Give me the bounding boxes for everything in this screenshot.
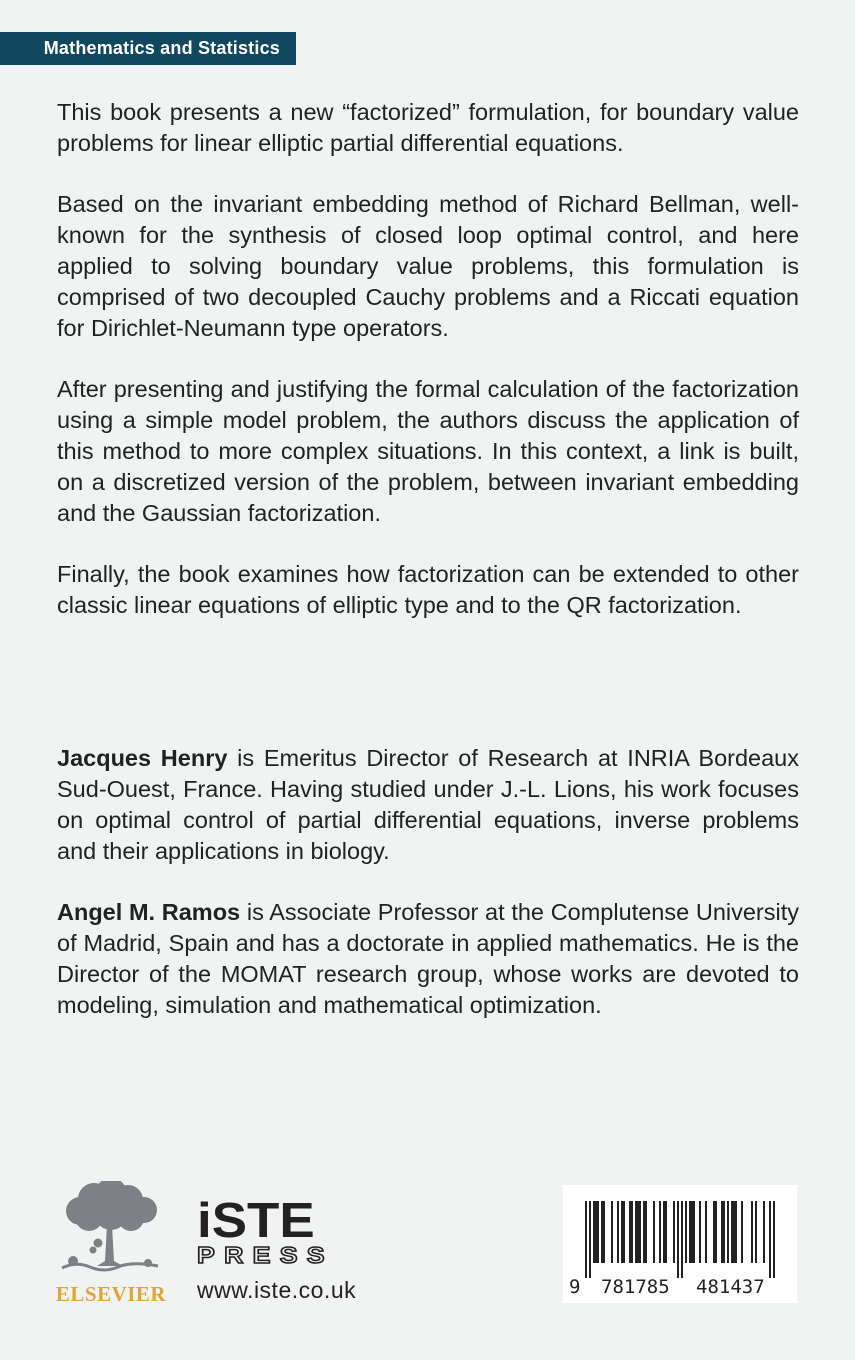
description-paragraph: Based on the invariant embedding method of Richard Bellman, well-known for the synthesis of closed loop optimal control, and here applied to solving boundary value problems, this formulation is comprised of two decoupled Cauchy problems and a Riccati equation for Dirichlet-Neumann type operators. <box>57 191 799 341</box>
author-bios <box>57 743 799 1021</box>
description-paragraph: Finally, the book examines how factorization can be extended to other classic linear equations of elliptic type and to the QR factorization. <box>57 561 799 618</box>
author-bio <box>57 743 799 867</box>
elsevier-logo <box>53 1181 169 1307</box>
author-name: Angel M. Ramos <box>57 899 241 925</box>
iste-press-logo <box>197 1194 377 1304</box>
iste-wordmark: iSTE <box>197 1194 315 1248</box>
barcode-bars <box>585 1201 775 1278</box>
elsevier-wordmark: ELSEVIER <box>55 1282 167 1306</box>
author-bio-text: is Associate Professor at the Complutense University of Madrid, Spain and has a doctorate in applied mathematics. He is the Director of the MOMAT research group, whose works are devoted to modeling, simulation and mathematical optimization. <box>57 899 800 1018</box>
barcode-digit-group: 481437 <box>696 1276 765 1298</box>
back-cover-text <box>57 97 799 1051</box>
description-paragraph: This book presents a new “factorized” formulation, for boundary value problems for linear elliptic partial differential equations. <box>57 99 799 156</box>
category-label: Mathematics and Statistics <box>43 38 280 58</box>
author-bio <box>57 897 799 1021</box>
barcode <box>563 1185 797 1303</box>
barcode-digit-group: 781785 <box>601 1276 670 1298</box>
category-band <box>0 32 296 65</box>
author-name: Jacques Henry <box>57 745 228 771</box>
barcode-digits <box>563 1276 797 1298</box>
description-paragraph: After presenting and justifying the formal calculation of the factorization using a simple model problem, the authors discuss the application of this method to more complex situations. In this context, a link is built, on a discretized version of the problem, between invariant embedding and the Gaussian factorization. <box>57 376 799 526</box>
author-bio-text: is Emeritus Director of Research at INRIA Bordeaux Sud-Ouest, France. Having studied under J.-L. Lions, his work focuses on optimal control of partial differential equations, inverse problems and their applications in biology. <box>57 745 800 864</box>
elsevier-tree-icon <box>58 1181 164 1279</box>
iste-press-label: PRESS <box>197 1242 334 1268</box>
barcode-digit-group: 9 <box>569 1276 581 1298</box>
iste-url: www.iste.co.uk <box>197 1277 357 1303</box>
